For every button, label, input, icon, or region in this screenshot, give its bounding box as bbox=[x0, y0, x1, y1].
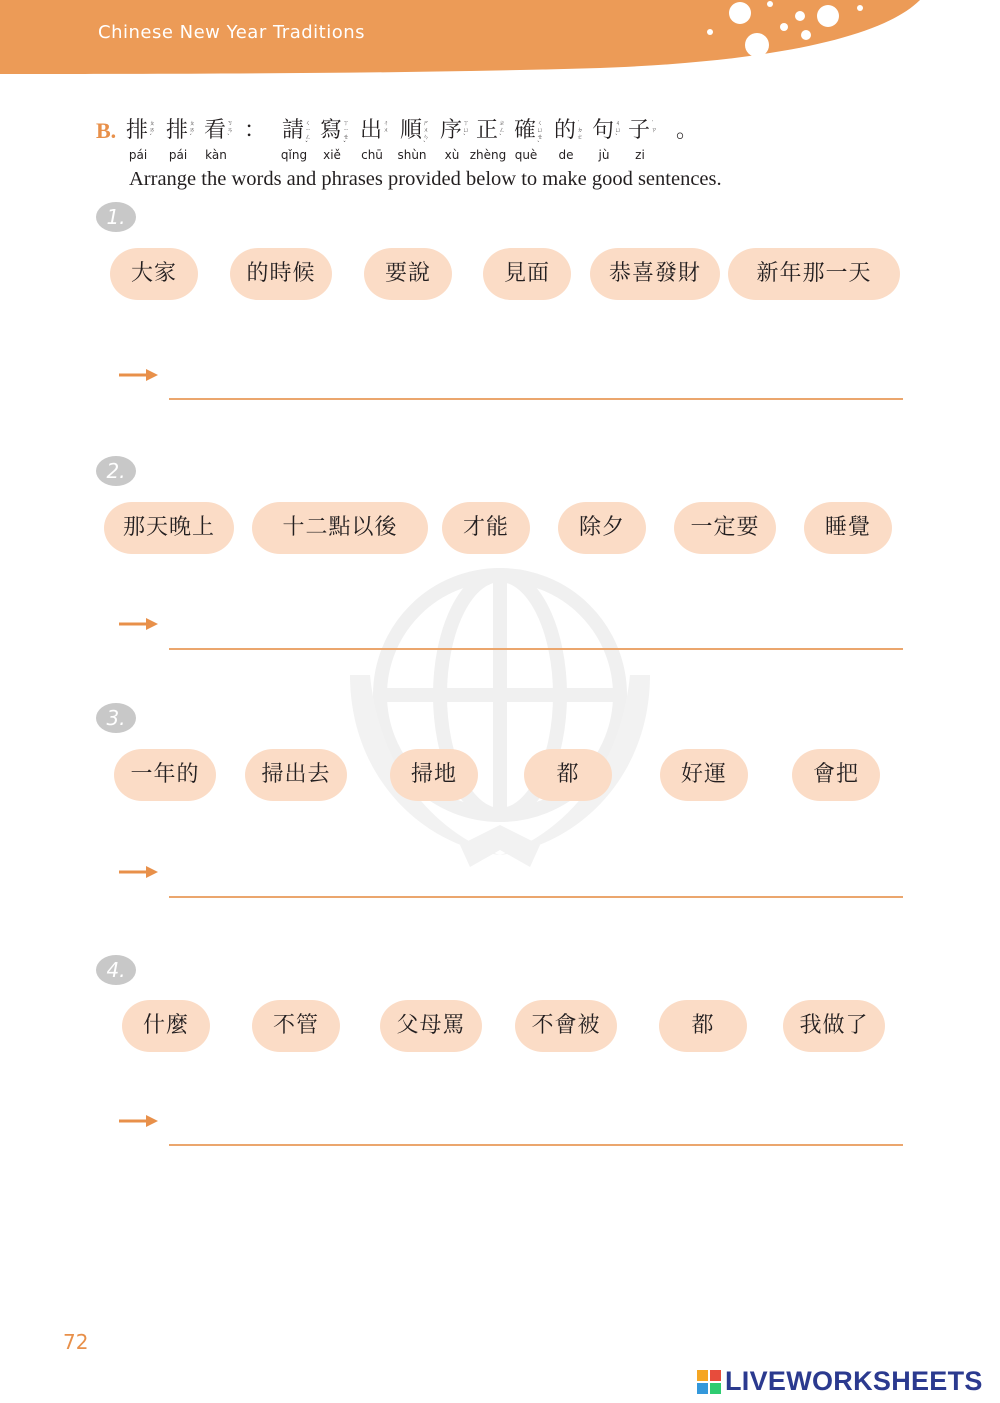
pinyin: zi bbox=[635, 148, 645, 162]
pinyin: xiě bbox=[323, 148, 341, 162]
page-number: 72 bbox=[63, 1330, 89, 1354]
watermark-emblem bbox=[330, 555, 670, 870]
right-arrow-icon bbox=[119, 1114, 159, 1128]
bopomofo: ㄔㄨ bbox=[383, 120, 390, 134]
prompt-char: 請 bbox=[282, 118, 305, 143]
word-chip[interactable]: 要說 bbox=[364, 248, 452, 300]
question-number: 4. bbox=[96, 955, 136, 985]
pinyin: què bbox=[514, 148, 538, 162]
pinyin: de bbox=[558, 148, 574, 162]
question-number: 3. bbox=[96, 703, 136, 733]
prompt-char: ： bbox=[244, 118, 267, 143]
word-chip[interactable]: 十二點以後 bbox=[252, 502, 428, 554]
pinyin: chū bbox=[361, 148, 383, 162]
word-chip[interactable]: 什麼 bbox=[122, 1000, 210, 1052]
prompt-char: 確 bbox=[514, 118, 537, 143]
pinyin: pái bbox=[128, 148, 148, 162]
word-chip[interactable]: 不管 bbox=[252, 1000, 340, 1052]
answer-input-line[interactable] bbox=[169, 1144, 903, 1146]
prompt-char: 看 bbox=[204, 118, 227, 143]
header-title: Chinese New Year Traditions bbox=[98, 22, 366, 43]
word-chip[interactable]: 父母罵 bbox=[380, 1000, 482, 1052]
prompt-char: 順 bbox=[400, 118, 423, 143]
prompt-char: 。 bbox=[676, 118, 699, 143]
bopomofo: ㄓㄥˋ bbox=[499, 120, 506, 141]
pinyin: shùn bbox=[397, 148, 427, 162]
word-chip[interactable]: 不會被 bbox=[515, 1000, 617, 1052]
bopomofo: ㄑㄧㄥˇ bbox=[305, 120, 312, 148]
bopomofo: ㄎㄢˋ bbox=[227, 120, 234, 141]
pinyin: kàn bbox=[205, 148, 227, 162]
word-chip[interactable]: 掃地 bbox=[390, 749, 478, 801]
right-arrow-icon bbox=[119, 617, 159, 631]
bopomofo: ㄑㄩㄝˋ bbox=[537, 120, 544, 148]
question-number: 1. bbox=[96, 202, 136, 232]
pinyin: pái bbox=[168, 148, 188, 162]
word-chip[interactable]: 會把 bbox=[792, 749, 880, 801]
pinyin: qǐng bbox=[280, 148, 308, 162]
word-chip[interactable]: 好運 bbox=[660, 749, 748, 801]
liveworksheets-logo-icon bbox=[697, 1370, 721, 1394]
prompt-char: 寫 bbox=[320, 118, 343, 143]
pinyin: xù bbox=[444, 148, 460, 162]
word-chip[interactable]: 的時候 bbox=[230, 248, 332, 300]
bopomofo: ㄆㄞˊ bbox=[149, 120, 156, 141]
prompt-char: 出 bbox=[360, 118, 383, 143]
bopomofo: ㄆㄞˊ bbox=[189, 120, 196, 141]
answer-input-line[interactable] bbox=[169, 896, 903, 898]
right-arrow-icon bbox=[119, 368, 159, 382]
word-chip[interactable]: 睡覺 bbox=[804, 502, 892, 554]
word-chip[interactable]: 除夕 bbox=[558, 502, 646, 554]
word-chip[interactable]: 都 bbox=[659, 1000, 747, 1052]
word-chip[interactable]: 恭喜發財 bbox=[590, 248, 720, 300]
prompt-char: 子 bbox=[628, 118, 651, 143]
word-chip[interactable]: 一定要 bbox=[674, 502, 776, 554]
pinyin: jù bbox=[598, 148, 610, 162]
bopomofo: ㄐㄩˋ bbox=[615, 120, 622, 141]
word-chip[interactable]: 才能 bbox=[442, 502, 530, 554]
question-number: 2. bbox=[96, 456, 136, 486]
word-chip[interactable]: 大家 bbox=[110, 248, 198, 300]
bopomofo: ˙ㄉㄜ bbox=[577, 120, 584, 141]
instruction-text: Arrange the words and phrases provided below to make good sentences. bbox=[129, 168, 722, 190]
bopomofo: ㄒㄩˋ bbox=[463, 120, 470, 141]
prompt-char: 排 bbox=[126, 118, 149, 143]
word-chip[interactable]: 那天晚上 bbox=[104, 502, 234, 554]
pinyin: zhèng bbox=[469, 148, 507, 162]
section-label: B. bbox=[96, 118, 117, 143]
answer-input-line[interactable] bbox=[169, 398, 903, 400]
brand-text: LIVEWORKSHEETS bbox=[725, 1366, 983, 1396]
bopomofo: ㄒㄧㄝˇ bbox=[343, 120, 350, 148]
word-chip[interactable]: 掃出去 bbox=[245, 749, 347, 801]
right-arrow-icon bbox=[119, 865, 159, 879]
word-chip[interactable]: 我做了 bbox=[783, 1000, 885, 1052]
bopomofo: ㄕㄨㄣˋ bbox=[423, 120, 430, 148]
word-chip[interactable]: 都 bbox=[524, 749, 612, 801]
word-chip[interactable]: 一年的 bbox=[114, 749, 216, 801]
prompt-char: 序 bbox=[440, 118, 463, 143]
prompt-char: 的 bbox=[554, 118, 577, 143]
answer-input-line[interactable] bbox=[169, 648, 903, 650]
prompt-char: 排 bbox=[166, 118, 189, 143]
bopomofo: ˙ㄗ bbox=[651, 120, 658, 134]
prompt-char: 句 bbox=[592, 118, 615, 143]
word-chip[interactable]: 見面 bbox=[483, 248, 571, 300]
word-chip[interactable]: 新年那一天 bbox=[728, 248, 900, 300]
prompt-char: 正 bbox=[476, 118, 499, 143]
